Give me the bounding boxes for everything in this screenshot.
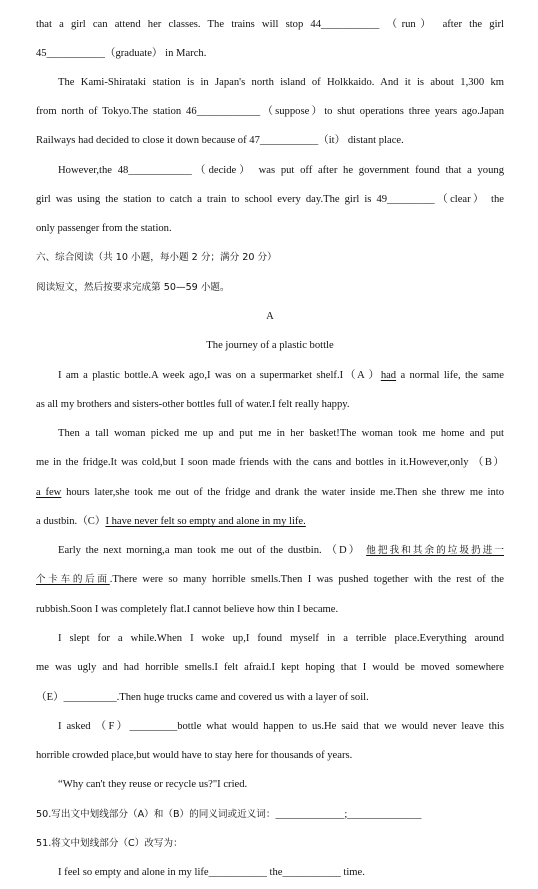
question-51 — [36, 836, 504, 852]
underlined-text: had — [380, 370, 397, 381]
text-segment: Early the next morning,a man took me out of the dustbin. （D） — [58, 545, 367, 556]
underlined-text: a few — [36, 487, 62, 498]
section-instruction — [36, 280, 504, 296]
text-segment: from north of Tokyo.The station 46____________（suppose）to shut operations three years ago.Japan — [36, 106, 504, 117]
story-line-6 — [36, 514, 504, 530]
text-segment: Then a tall woman picked me up and put me in her basket!The woman took me home and put — [58, 428, 504, 439]
text-segment: 45___________（graduate） in March. — [36, 48, 207, 59]
text-segment: 50.写出文中划线部分（A）和（B）的同义词或近义词： — [36, 809, 276, 820]
passage-line-4 — [36, 104, 504, 120]
passage-line-5 — [36, 133, 504, 149]
text-segment: “Why can't they reuse or recycle us?"I cried. — [58, 779, 248, 790]
text-segment: I asked （F）_________bottle what would happen to us.He said that we would never leave this — [58, 721, 504, 732]
story-line-11 — [36, 660, 504, 676]
text-segment: a normal life, the same — [396, 370, 504, 381]
text-segment: I am a plastic bottle.A week ago,I was on a supermarket shelf.I（A ） — [58, 370, 381, 381]
story-line-8 — [36, 572, 504, 588]
story-line-7 — [58, 543, 504, 559]
passage-letter — [36, 309, 504, 325]
text-segment: The journey of a plastic bottle — [206, 340, 334, 351]
story-line-4 — [36, 455, 504, 471]
text-segment: I feel so empty and alone in my life___________ the___________ time. — [58, 867, 365, 878]
text-segment: that a girl can attend her classes. The trains will stop 44___________ （run） after the girl — [36, 19, 504, 30]
story-line-14 — [36, 748, 504, 764]
story-line-3 — [58, 426, 504, 442]
passage-line-7 — [36, 192, 504, 208]
text-segment: horrible crowded place,but would have to stay here for thousands of years. — [36, 750, 353, 761]
underlined-text: 个卡车的后面 — [36, 574, 110, 585]
section-heading — [36, 250, 504, 266]
story-line-5 — [36, 485, 504, 501]
text-segment: me was ugly and had horrible smells.I felt afraid.I kept hoping that I would be moved somewhere — [36, 662, 504, 673]
underlined-text: I have never felt so empty and alone in my life. — [105, 516, 306, 527]
story-line-1 — [58, 368, 504, 384]
passage-line-3 — [58, 75, 504, 91]
text-segment: .There were so many horrible smells.Then I was pushed together with the rest of the — [109, 574, 504, 585]
text-segment: The Kami-Shirataki station is in Japan's north island of Holkkaido. And it is about 1,300 km — [58, 77, 504, 88]
text-segment: _____________;______________ — [275, 809, 422, 820]
text-segment: 阅读短文，然后按要求完成第 50—59 小题。 — [36, 282, 230, 293]
text-segment: I slept for a while.When I woke up,I found myself in a terrible place.Everything around — [58, 633, 504, 644]
text-segment: 六、综合阅读（共 10 小题，每小题 2 分；满分 20 分） — [36, 252, 277, 263]
underlined-text: 他把我和其余的垃圾扔进一 — [366, 545, 505, 556]
story-line-12 — [36, 690, 504, 706]
text-segment: However,the 48____________（decide） was put off after he government found that a young — [58, 165, 504, 176]
text-segment: hours later,she took me out of the fridge and drank the water inside me.Then she threw me into — [61, 487, 504, 498]
passage-line-1 — [36, 17, 504, 33]
passage-title — [36, 338, 504, 354]
story-line-9 — [36, 602, 504, 618]
text-segment: A — [266, 311, 274, 322]
text-segment: a dustbin.（C） — [36, 516, 106, 527]
question-51-answer — [58, 865, 504, 881]
story-line-2 — [36, 397, 504, 413]
story-line-13 — [58, 719, 504, 735]
text-segment: Railways had decided to close it down because of 47___________（it） distant place. — [36, 135, 404, 146]
passage-line-8 — [36, 221, 504, 237]
text-segment: as all my brothers and sisters-other bottles full of water.I felt really happy. — [36, 399, 350, 410]
passage-line-6 — [58, 163, 504, 179]
story-line-10 — [58, 631, 504, 647]
passage-line-2 — [36, 46, 504, 62]
question-50 — [36, 807, 504, 823]
text-segment: girl was using the station to catch a train to school every day.The girl is 49_________（clear） the — [36, 194, 504, 205]
text-segment: 51.将文中划线部分（C）改写为： — [36, 838, 183, 849]
text-segment: only passenger from the station. — [36, 223, 172, 234]
story-line-15 — [58, 777, 504, 793]
text-segment: me in the fridge.It was cold,but I soon made friends with the cans and bottles in it.However,only （B） — [36, 457, 504, 468]
text-segment: rubbish.Soon I was completely flat.I cannot believe how thin I became. — [36, 604, 339, 615]
text-segment: （E）__________.Then huge trucks came and covered us with a layer of soil. — [36, 692, 369, 703]
